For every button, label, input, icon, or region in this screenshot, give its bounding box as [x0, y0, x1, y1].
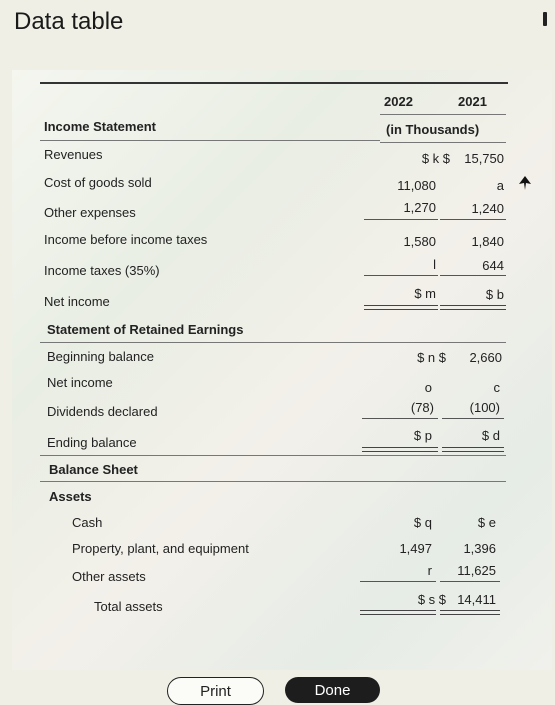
row-label-net-income: Net income — [44, 294, 110, 309]
assets-subheading: Assets — [49, 489, 92, 504]
ending-balance-rule — [40, 455, 506, 456]
cell-ending-balance-2021: $ d — [481, 428, 500, 443]
cell-income-before-taxes-2022: 1,580 — [403, 234, 436, 249]
cell-net-income-2022: $ m — [414, 286, 436, 301]
income-statement-heading: Income Statement — [44, 119, 156, 134]
total-assets-dbl-rule-2022 — [360, 610, 436, 615]
cell-cogs-2021: a — [496, 178, 504, 193]
total-assets-dbl-rule-2021 — [440, 610, 500, 615]
cell-revenues-2021: 15,750 — [464, 151, 504, 166]
row-label-other-assets: Other assets — [72, 569, 146, 584]
done-button[interactable]: Done — [285, 677, 380, 703]
col-header-rule — [380, 114, 506, 115]
cell-re-net-income-2022: o — [424, 380, 432, 395]
cell-income-before-taxes-2021: 1,840 — [471, 234, 504, 249]
cell-net-income-2021: $ b — [485, 287, 504, 302]
cell-other-assets-2022: r — [427, 563, 432, 578]
row-label-ending-balance: Ending balance — [47, 435, 137, 450]
row-label-dividends: Dividends declared — [47, 404, 158, 419]
retained-earnings-heading: Statement of Retained Earnings — [47, 322, 244, 337]
row-label-beginning-balance: Beginning balance — [47, 349, 154, 364]
row-label-ppe: Property, plant, and equipment — [72, 541, 249, 556]
cell-revenues-2022: $ k $ — [421, 151, 450, 166]
dividends-rule-2022 — [362, 418, 438, 419]
net-income-dbl-rule-2021 — [440, 305, 506, 310]
cell-ppe-2022: 1,497 — [399, 541, 432, 556]
print-button[interactable]: Print — [167, 677, 264, 705]
net-income-dbl-rule-2022 — [364, 305, 438, 310]
cell-cash-2022: $ q — [413, 515, 432, 530]
row-label-other-expenses: Other expenses — [44, 205, 136, 220]
cell-dividends-2022: (78) — [410, 400, 434, 415]
col-header-2021: 2021 — [458, 94, 487, 109]
table-top-rule — [40, 82, 508, 84]
row-label-cogs: Cost of goods sold — [44, 175, 152, 190]
cell-total-assets-2022: $ s $ — [417, 592, 446, 607]
minimize-icon[interactable] — [543, 12, 547, 26]
units-rule — [380, 142, 506, 143]
cell-income-taxes-2022: l — [433, 257, 436, 272]
cell-ppe-2021: 1,396 — [463, 541, 496, 556]
other-expenses-rule-2022 — [364, 219, 438, 220]
cell-other-assets-2021: 11,625 — [457, 563, 496, 578]
page-title: Data table — [14, 8, 124, 35]
balance-sheet-heading: Balance Sheet — [49, 462, 138, 477]
income-taxes-rule-2022 — [364, 275, 438, 276]
cell-cogs-2022: 11,080 — [397, 178, 436, 193]
row-label-income-before-taxes: Income before income taxes — [44, 232, 208, 247]
cell-cash-2021: $ e — [477, 515, 496, 530]
ending-balance-dbl-rule-2021 — [442, 447, 504, 452]
other-expenses-rule-2021 — [440, 219, 506, 220]
retained-heading-rule — [40, 342, 506, 343]
dividends-rule-2021 — [442, 418, 504, 419]
cell-beginning-balance-2022: $ n $ — [417, 350, 446, 365]
ending-balance-dbl-rule-2022 — [362, 447, 438, 452]
units-label: (in Thousands) — [386, 122, 480, 137]
row-label-total-assets: Total assets — [94, 599, 163, 614]
cell-other-expenses-2022: 1,270 — [403, 200, 436, 215]
cell-other-expenses-2021: 1,240 — [471, 201, 504, 216]
other-assets-rule-2022 — [360, 581, 436, 582]
row-label-revenues: Revenues — [44, 147, 103, 162]
col-header-2022: 2022 — [384, 94, 413, 109]
row-label-cash: Cash — [72, 515, 103, 530]
row-label-income-taxes: Income taxes (35%) — [44, 263, 160, 278]
income-heading-rule — [40, 140, 380, 141]
other-assets-rule-2021 — [440, 581, 500, 582]
cell-ending-balance-2022: $ p — [413, 428, 432, 443]
cell-total-assets-2021: 14,411 — [457, 592, 496, 607]
balance-heading-rule — [40, 481, 506, 482]
cell-re-net-income-2021: c — [493, 380, 500, 395]
cell-dividends-2021: (100) — [469, 400, 500, 415]
cell-income-taxes-2021: 644 — [482, 258, 504, 273]
cell-beginning-balance-2021: 2,660 — [469, 350, 502, 365]
row-label-re-net-income: Net income — [47, 375, 113, 390]
cursor-icon — [519, 176, 531, 190]
income-taxes-rule-2021 — [440, 275, 506, 276]
